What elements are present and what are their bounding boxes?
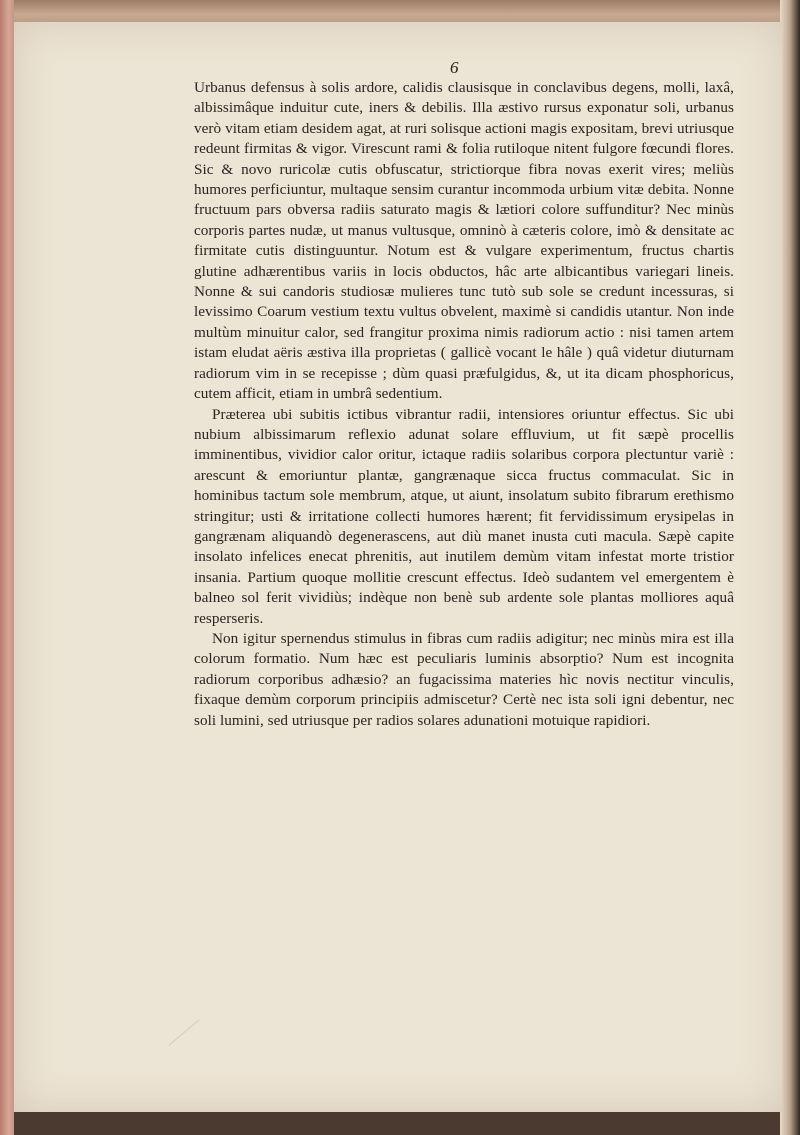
paragraph-2: Præterea ubi subitis ictibus vibrantur radii, intensiores oriuntur effectus. Sic ubi nubium albissimarum reflexio adunat solare effluvium, ut fit sæpè procellis imminentibus, vividior calor oritur, ictaque radiis solaribus corpora plectuntur variè : arescunt & emoriuntur plantæ, gangrænaque sicca fructus commaculat. Sic in hominibus tactum sole membrum, atque, ut aiunt, insolatum subito fibrarum erethismo stringitur; usti & irritatione collecti humores hærent; fit fervidissimum erysipelas in gangrænam aliquandò degenerascens, aut diù manet inusta cuti macula. Sæpè capite insolato infelices enecat phrenitis, aut inutilem demùm vitam infestat morte tristior insania. Partium quoque mollitie crescunt effectus. Ideò sudantem vel emergentem è balneo sol ferit vividiùs; indèque non benè sub ardente sole plantas molliores aquâ resperseris. [194,405,734,627]
paragraph-1: Urbanus defensus à solis ardore, calidis clausisque in conclavibus degens, molli, laxâ, albissimâque induitur cute, iners & debilis. Illa æstivo rursus exponatur soli, urbanus verò vitam etiam desidem agat, at ruri solisque actioni magis expositam, brevi utriusque redeunt firmitas & vigor. Virescunt rami & folia rutiloque nitent fulgore fœcundi flores. Sic & novo ruricolæ cutis obfuscatur, strictiorque fibra novas exerit vires; meliùs humores perficiuntur, multaque sensim curantur incommoda urbium vitæ debita. Nonne fructuum pars obversa radiis saturato magis & lætiori colore suffunditur? Nec minùs corporis partes nudæ, ut manus vultusque, omninò à cæteris colore, imò & densitate ac firmitate cutis distinguuntur. Notum est & vulgare experimentum, fructus chartis glutine adhærentibus variis in locis obductos, hâc arte albicantibus variegari lineis. Nonne & sui candoris studiosæ mulieres tunc tutò sub sole se credunt incessuras, si levissimo Coarum vestium textu vultus obvelent, maximè si candidis utantur. Non inde multùm minuitur calor, sed frangitur proxima nimis radiorum actio : nisi tamen artem istam eludat aëris æstiva illa proprietas ( gallicè vocant le hâle ) quâ videtur diuturnam radiorum vim in se recepisse ; dùm quasi præfulgidus, &, ut ita dicam phosphoricus, cutem afficit, etiam in umbrâ sedentium. [194,79,734,403]
paper-crease [168,1019,199,1045]
paragraph-3: Non igitur spernendus stimulus in fibras cum radiis adigitur; nec minùs mira est illa colorum formatio. Num hæc est peculiaris luminis absorptio? Num est incognita radiorum corporibus adhæsio? an fugacissima materies hìc novis nectitur vinculis, fixaque demùm corporum principiis admiscetur? Certè nec ista soli igni debentur, nec soli lumini, sed utriusque per radios solares adunationi motuique rapidiori. [194,629,734,729]
page-number: 6 [450,58,459,77]
book-right-edge [780,0,800,1135]
body-text [194,78,734,731]
page-sheet [14,22,782,1112]
book-left-edge [0,0,14,1135]
book-top-edge [0,0,800,24]
